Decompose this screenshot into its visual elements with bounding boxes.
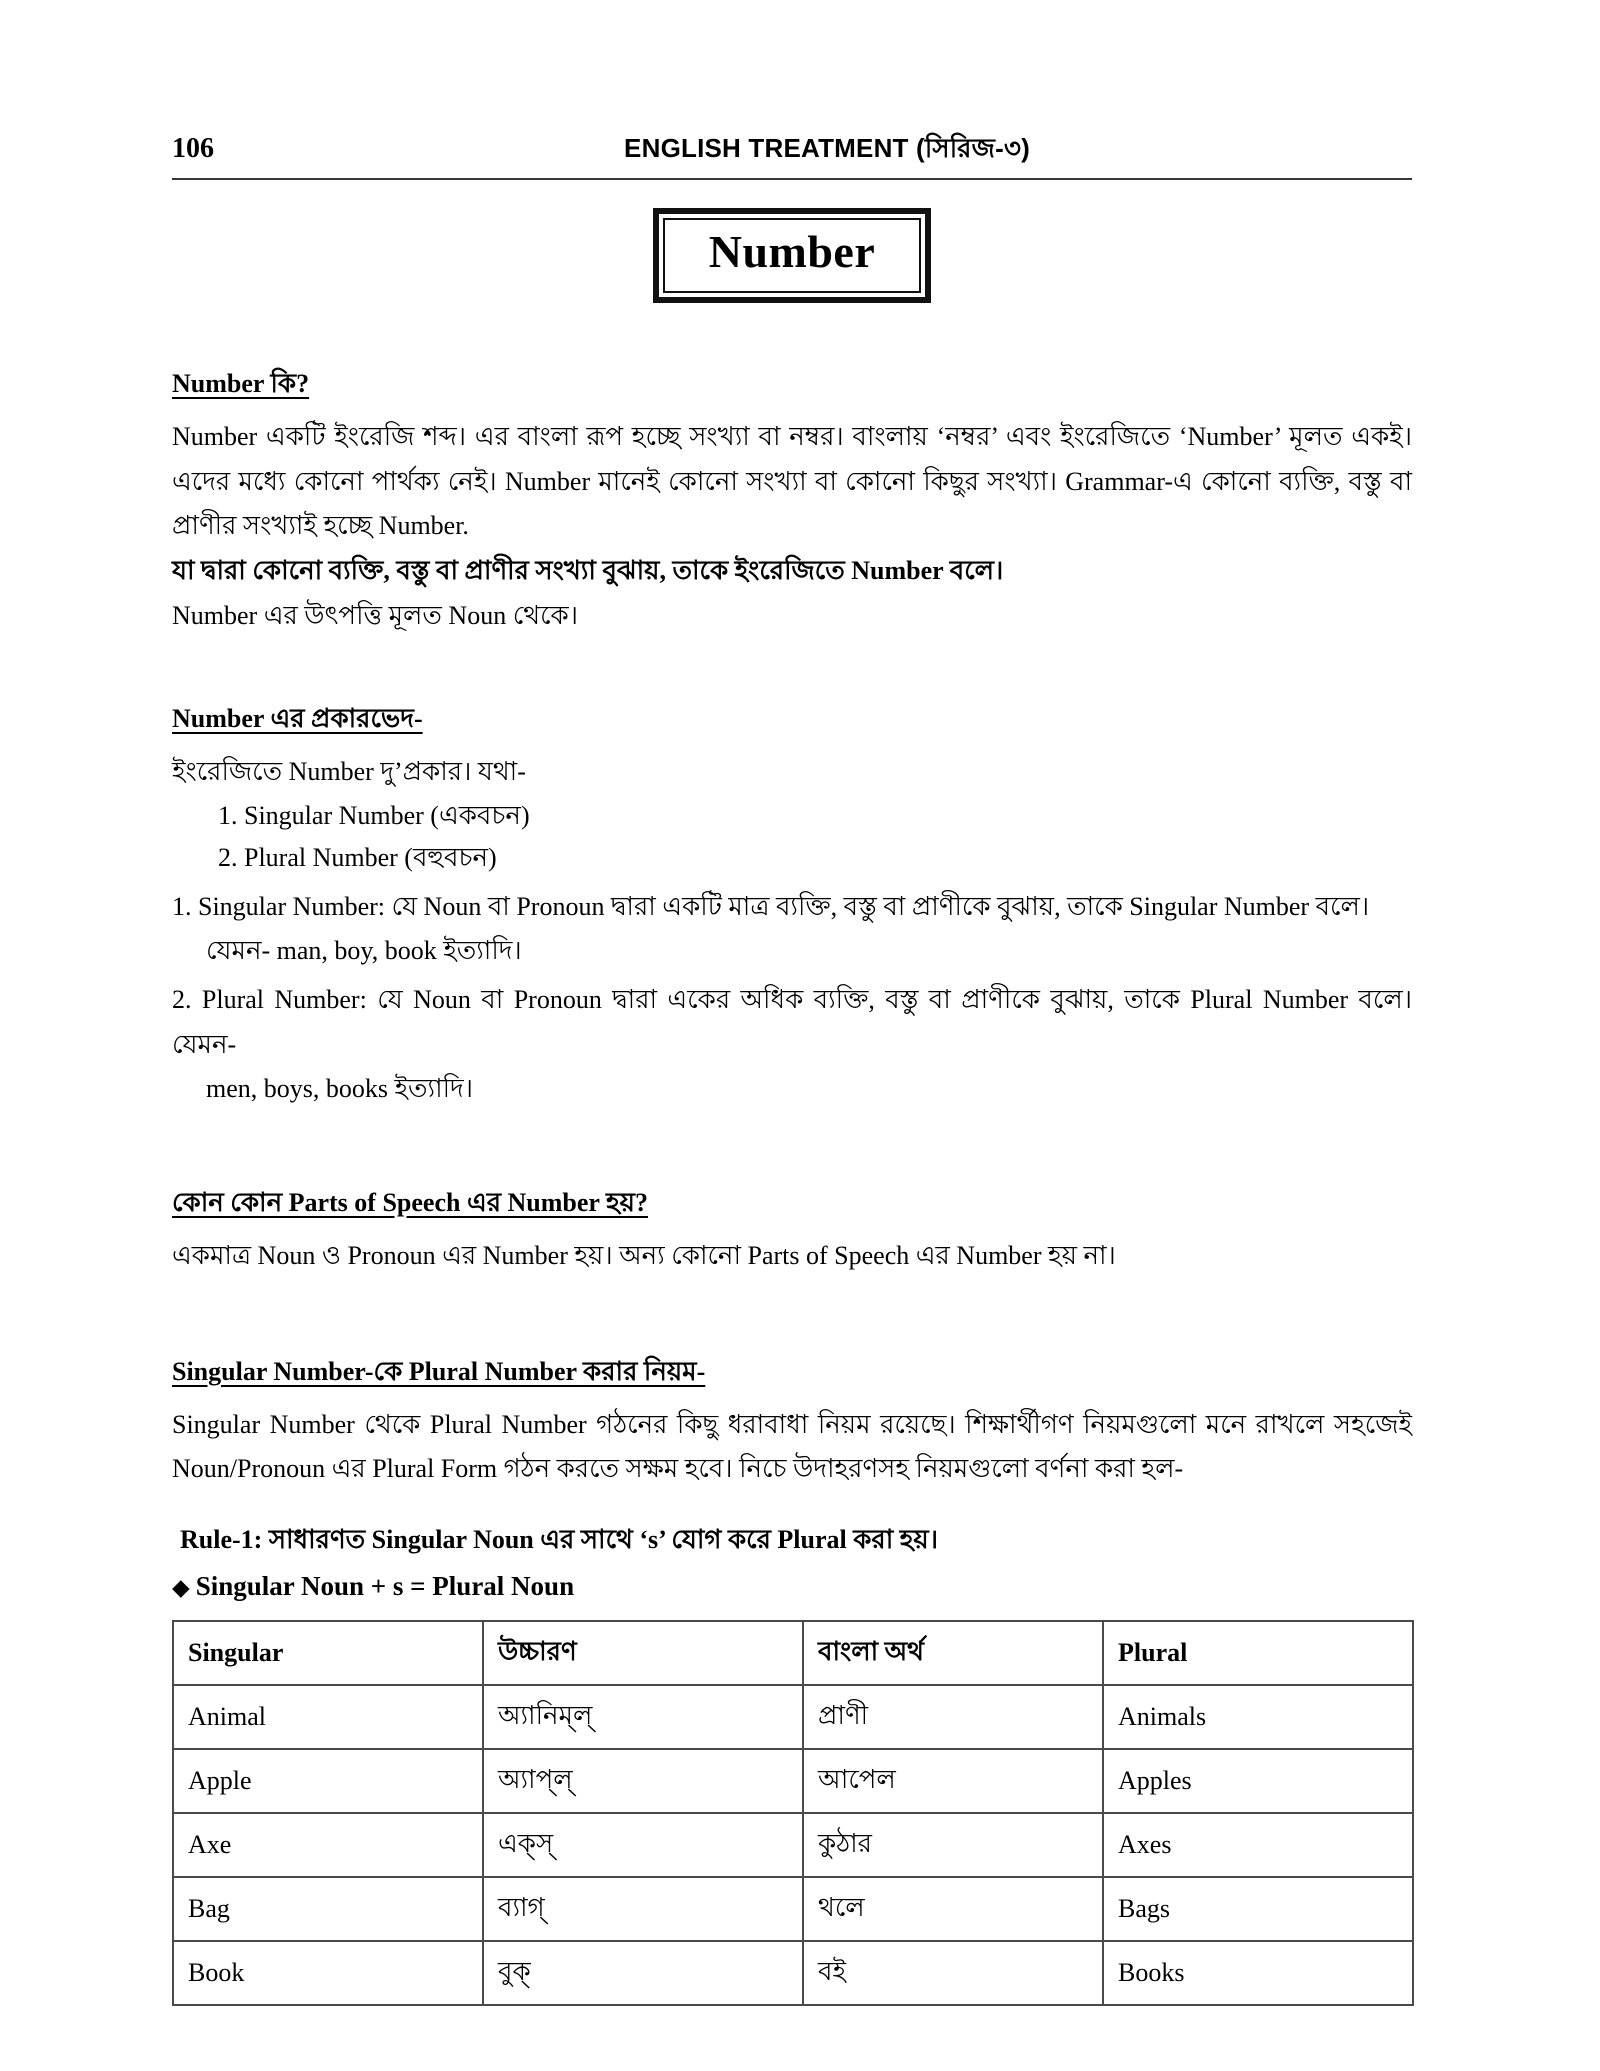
cell-singular: Bag (173, 1877, 483, 1941)
heading-number-types: Number এর প্রকারভেদ- (172, 704, 423, 734)
paragraph-types-intro: ইংরেজিতে Number দু’প্রকার। যথা- (172, 757, 526, 787)
table-row (173, 1941, 1413, 2005)
list-item: 2. Plural Number (বহুবচন) (218, 843, 497, 873)
cell-bangla-meaning: বই (803, 1941, 1103, 2005)
heading-what-is-number: Number কি? (172, 368, 310, 398)
heading-singular-to-plural-rules: Singular Number-কে Plural Number করার নিয়ম- (172, 1356, 706, 1386)
definition-number-bold: যা দ্বারা কোনো ব্যক্তি, বস্তু বা প্রাণীর সংখ্যা বুঝায়, তাকে ইংরেজিতে Number বলে। (172, 556, 1004, 586)
running-header (172, 128, 1412, 176)
column-header-pronunciation: উচ্চারণ (483, 1621, 803, 1685)
chapter-title-block (172, 208, 1412, 303)
example-singular-number: যেমন- man, boy, book ইত্যাদি। (206, 936, 522, 966)
heading-rule-1: Rule-1: সাধারণত Singular Noun এর সাথে ‘s’ যোগ করে Plural করা হয়। (180, 1524, 939, 1554)
cell-singular: Book (173, 1941, 483, 2005)
cell-bangla-meaning: কুঠার (803, 1813, 1103, 1877)
cell-bangla-meaning: প্রাণী (803, 1685, 1103, 1749)
table-row (173, 1749, 1413, 1813)
column-header-bangla-meaning: বাংলা অর্থ (803, 1621, 1103, 1685)
section-what-is-number (172, 329, 1412, 639)
cell-bangla-meaning: থলে (803, 1877, 1103, 1941)
definition-plural-number: 2. Plural Number: যে Noun বা Pronoun দ্বারা একের অধিক ব্যক্তি, বস্তু বা প্রাণীকে বুঝায়, তাকে Plural Number বলে। যেমন- (172, 985, 1412, 1059)
cell-plural: Bags (1103, 1877, 1413, 1941)
page-number: 106 (172, 133, 214, 164)
book-title: ENGLISH TREATMENT (সিরিজ-৩) (624, 133, 1030, 163)
cell-pronunciation: এক্স্ (483, 1813, 803, 1877)
section-number-types (172, 664, 1412, 1109)
paragraph-what-is-number: Number একটি ইংরেজি শব্দ। এর বাংলা রূপ হচ্ছে সংখ্যা বা নম্বর। বাংলায় ‘নম্বর’ এবং ইংরেজিতে ‘Number’ মূলত একই। এদের মধ্যে কোনো পার্থক্য নেই। Number মানেই কোনো সংখ্যা বা কোনো কিছুর সংখ্যা। Grammar-এ কোনো ব্যক্তি, বস্তু বা প্রাণীর সংখ্যাই হচ্ছে Number. (172, 421, 1412, 541)
rule-1-formula-line (172, 1564, 1412, 1610)
column-header-plural: Plural (1103, 1621, 1413, 1685)
cell-pronunciation: অ্যানিম্ল্ (483, 1685, 803, 1749)
list-item: 1. Singular Number (একবচন) (218, 801, 530, 831)
cell-pronunciation: অ্যাপ্ল্ (483, 1749, 803, 1813)
cell-singular: Animal (173, 1685, 483, 1749)
table-row (173, 1685, 1413, 1749)
cell-plural: Axes (1103, 1813, 1413, 1877)
table-header-row (173, 1621, 1413, 1685)
cell-pronunciation: বুক্ (483, 1941, 803, 2005)
cell-plural: Books (1103, 1941, 1413, 2005)
chapter-title: Number (708, 226, 876, 277)
section-rules-intro (172, 1317, 1412, 1492)
cell-plural: Animals (1103, 1685, 1413, 1749)
cell-singular: Apple (173, 1749, 483, 1813)
paragraph-rules-intro: Singular Number থেকে Plural Number গঠনের কিছু ধরাবাধা নিয়ম রয়েছে। শিক্ষার্থীগণ নিয়মগুলো মনে রাখলে সহজেই Noun/Pronoun এর Plural Form গঠন করতে সক্ষম হবে। নিচে উদাহরণসহ নিয়মগুলো বর্ণনা করা হল- (172, 1409, 1412, 1484)
section-rule-1 (172, 1518, 1412, 1610)
cell-singular: Axe (173, 1813, 483, 1877)
cell-bangla-meaning: আপেল (803, 1749, 1103, 1813)
vocabulary-table (172, 1620, 1414, 2006)
table-row (173, 1813, 1413, 1877)
section-parts-of-speech (172, 1148, 1412, 1279)
title-outer-border (653, 208, 932, 303)
rule-1-formula: Singular Noun + s = Plural Noun (195, 1571, 575, 1602)
title-inner-border (663, 218, 922, 293)
heading-parts-of-speech: কোন কোন Parts of Speech এর Number হয়? (172, 1187, 648, 1217)
header-divider (172, 178, 1412, 180)
definition-singular-number: 1. Singular Number: যে Noun বা Pronoun দ্বারা একটি মাত্র ব্যক্তি, বস্তু বা প্রাণীকে বুঝায়, তাকে Singular Number বলে। (172, 892, 1370, 922)
paragraph-parts-of-speech: একমাত্র Noun ও Pronoun এর Number হয়। অন্য কোনো Parts of Speech এর Number হয় না। (172, 1240, 1116, 1270)
cell-pronunciation: ব্যাগ্ (483, 1877, 803, 1941)
cell-plural: Apples (1103, 1749, 1413, 1813)
column-header-singular: Singular (173, 1621, 483, 1685)
diamond-bullet-icon: ◆ (172, 1575, 190, 1601)
example-plural-number: men, boys, books ইত্যাদি। (206, 1073, 474, 1103)
page-content (172, 128, 1412, 2006)
table-row (173, 1877, 1413, 1941)
paragraph-number-origin: Number এর উৎপত্তি মূলত Noun থেকে। (172, 600, 579, 630)
